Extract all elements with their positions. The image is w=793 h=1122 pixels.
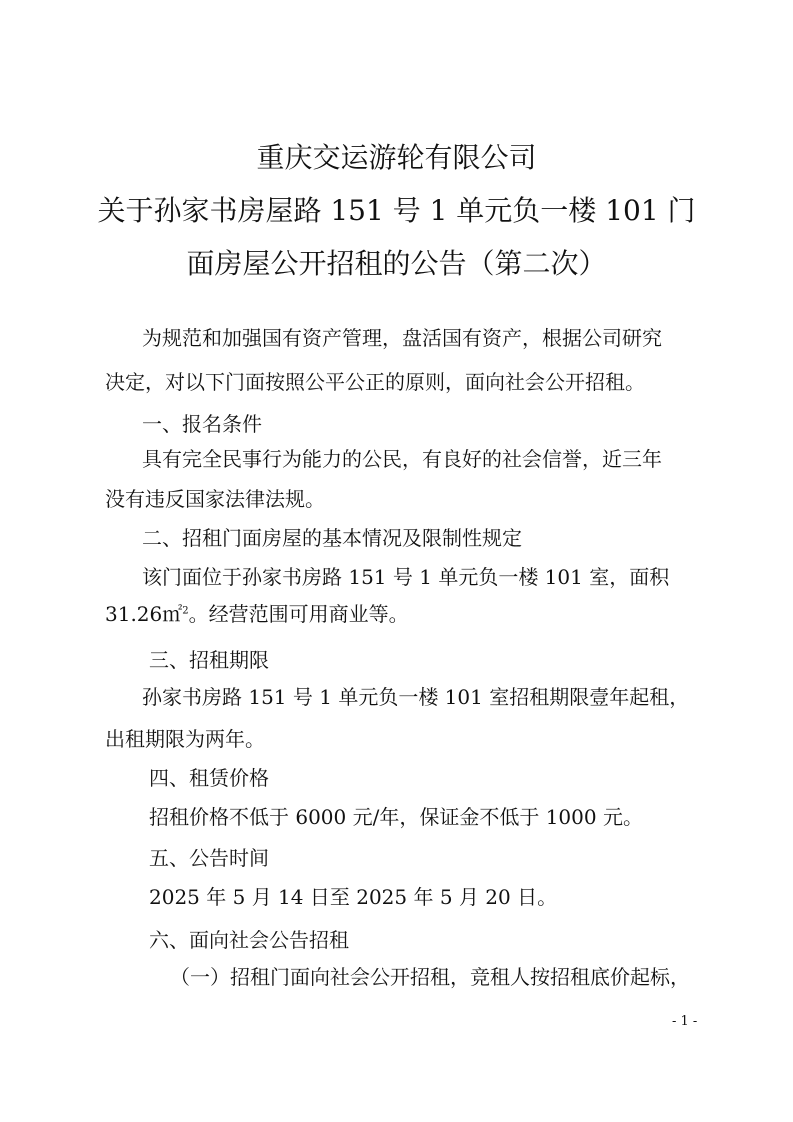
section-1-text-line-2: 没有违反国家法律法规。: [105, 487, 325, 511]
section-2-heading: 二、招租门面房屋的基本情况及限制性规定: [142, 526, 522, 550]
section-1-heading: 一、报名条件: [142, 412, 262, 436]
document-subtitle-line-1: 关于孙家书房屋路 151 号 1 单元负一楼 101 门: [97, 194, 696, 227]
section-3-heading: 三、招租期限: [149, 648, 269, 672]
section-6-heading: 六、面向社会公告招租: [149, 928, 349, 952]
document-title: 重庆交运游轮有限公司: [256, 141, 537, 174]
section-3-text-line-1: 孙家书房路 151 号 1 单元负一楼 101 室招租期限壹年起租，: [142, 685, 690, 709]
section-5-heading: 五、公告时间: [149, 846, 269, 870]
section-5-text: 2025 年 5 月 14 日至 2025 年 5 月 20 日。: [149, 885, 558, 909]
business-scope-text: 。经营范围可用商业等。: [188, 602, 409, 626]
section-2-text-line-2: [105, 603, 409, 625]
page-number: - 1 -: [672, 1014, 698, 1029]
intro-paragraph-line-2: 决定，对以下门面按照公平公正的原则，面向社会公开招租。: [105, 370, 645, 394]
area-value: 31.26㎡: [105, 602, 183, 626]
section-6-text-line-1: （一）招租门面向社会公开招租，竞租人按招租底价起标，: [170, 965, 690, 989]
area-superscript: 2: [182, 605, 189, 617]
section-4-text: 招租价格不低于 6000 元/年，保证金不低于 1000 元。: [149, 805, 643, 829]
section-3-text-line-2: 出租期限为两年。: [105, 727, 265, 751]
document-subtitle-line-2: 面房屋公开招租的公告（第二次）: [186, 247, 607, 280]
intro-paragraph-line-1: 为规范和加强国有资产管理，盘活国有资产，根据公司研究: [142, 326, 662, 350]
section-4-heading: 四、租赁价格: [149, 766, 269, 790]
section-1-text-line-1: 具有完全民事行为能力的公民，有良好的社会信誉，近三年: [142, 447, 662, 471]
section-2-text-line-1: 该门面位于孙家书房路 151 号 1 单元负一楼 101 室，面积: [142, 565, 670, 589]
